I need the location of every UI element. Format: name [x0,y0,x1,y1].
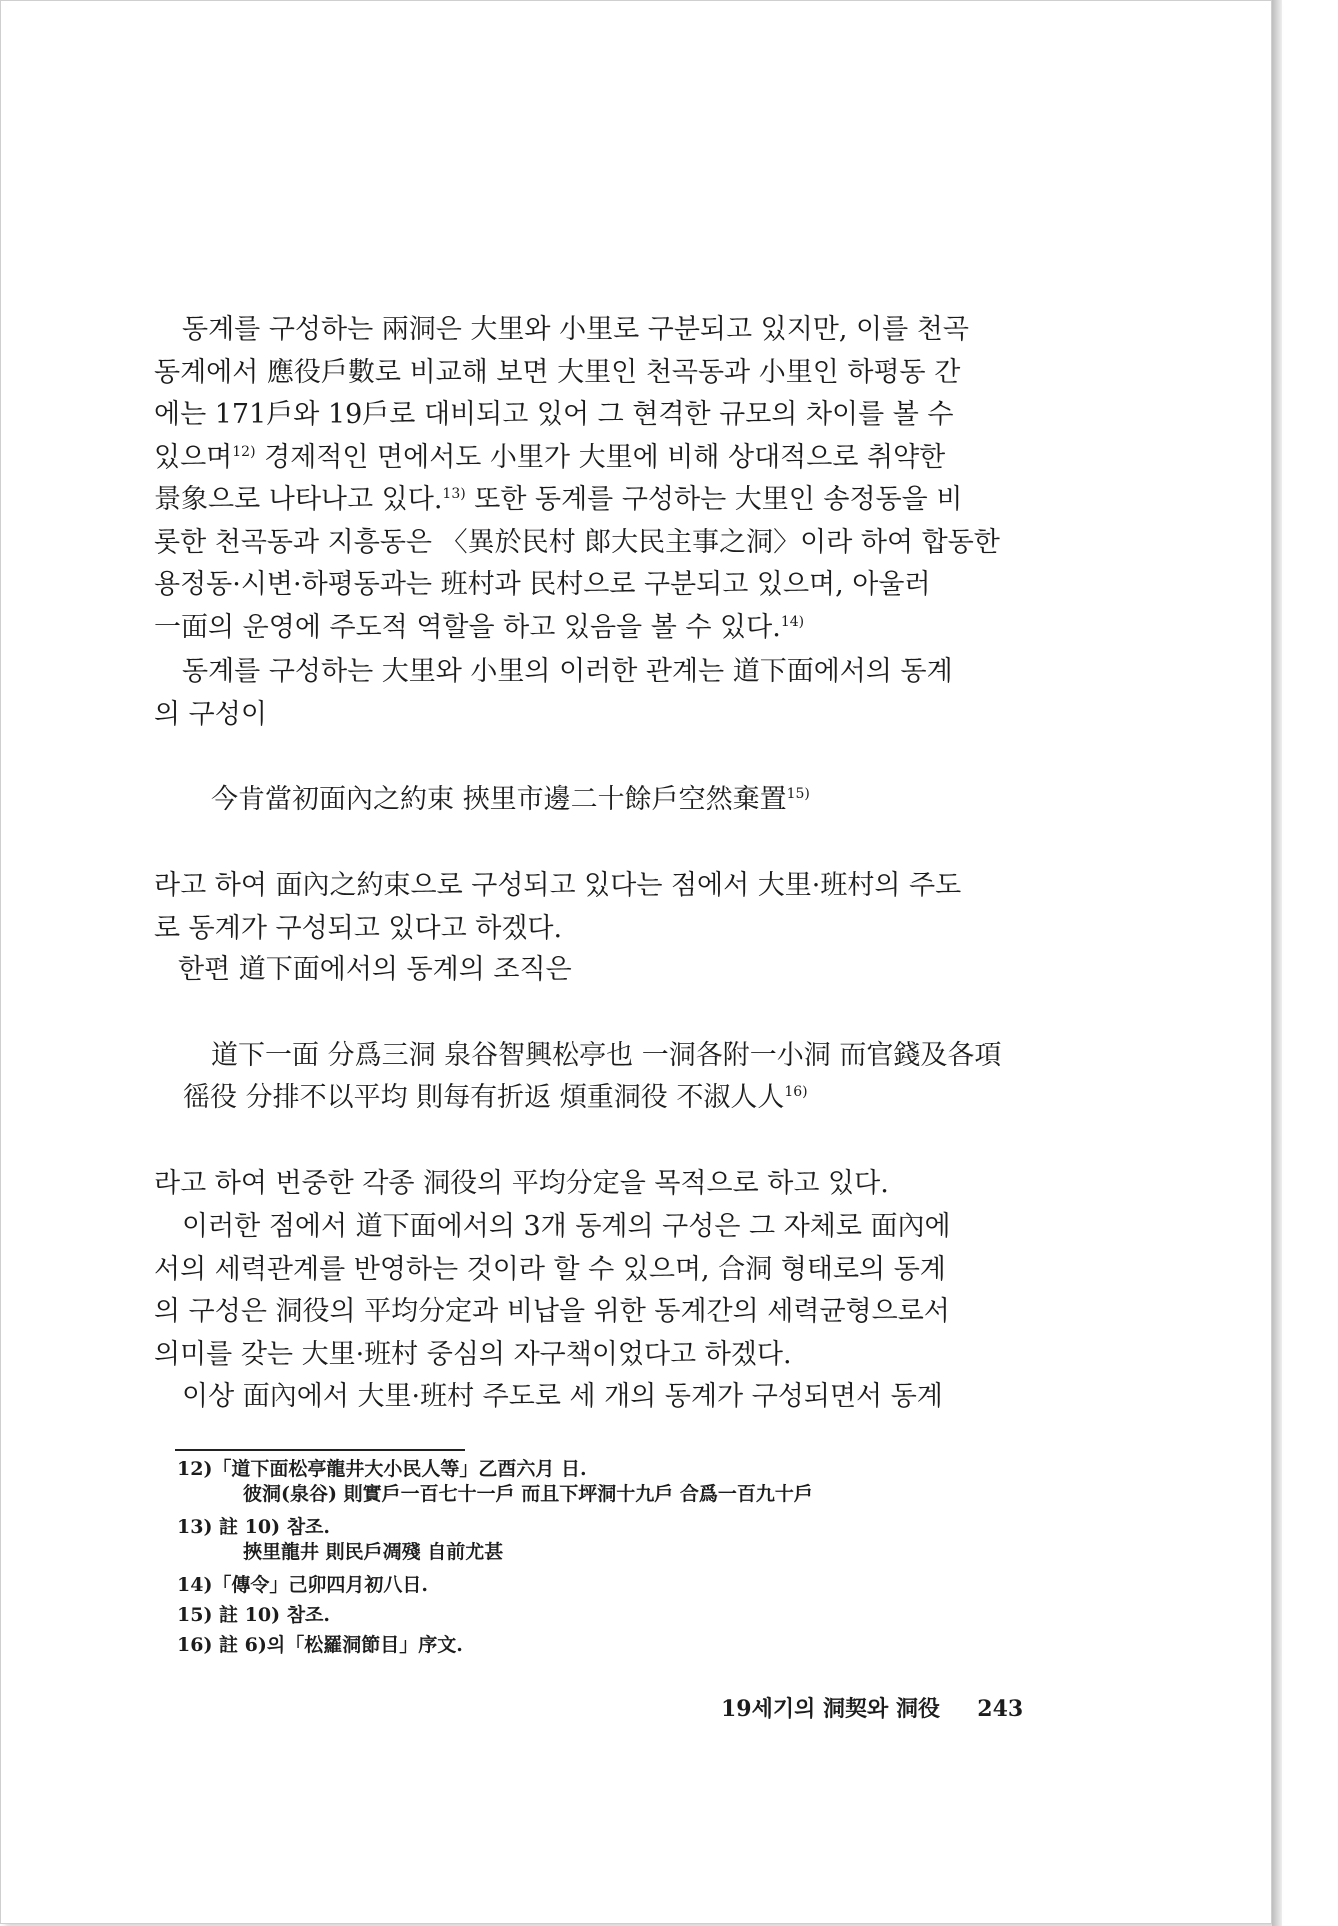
footnote-ref-15: 15) [786,786,810,802]
footnote-12 [177,1457,1077,1507]
text-line: 의 구성이 [154,698,267,730]
text-line: 서의 세력관계를 반영하는 것이라 할 수 있으며, 合洞 형태로의 동계 [154,1253,946,1285]
footnote-text: 12)「道下面松亭龍井大小民人等」乙酉六月 日. [177,1458,587,1480]
text-line: 라고 하여 面內之約束으로 구성되고 있다는 점에서 大里·班村의 주도 [154,870,962,901]
footnote-ref-16: 16) [784,1084,808,1100]
footnote-text: 15) 註 10) 참조. [177,1604,331,1626]
text-line: 동계에서 應役戶數로 비교해 보면 大里인 천곡동과 小里인 하평동 간 [154,356,961,388]
footnote-subtext: 挾里龍井 則民戶凋殘 自前尤甚 [243,1541,504,1563]
text-line: 동계를 구성하는 大里와 小里의 이러한 관계는 道下面에서의 동계 [182,656,953,687]
quote-text: 今肯當初面內之約束 挾里市邊二十餘戶空然棄置 [211,784,787,815]
text-line: 이러한 점에서 道下面에서의 3개 동계의 구성은 그 자체로 面內에 [182,1211,951,1242]
text-line: 景象으로 나타나고 있다. [154,484,443,515]
footnote-14 [177,1573,1077,1598]
footnote-15 [177,1603,1077,1628]
text-line: 이상 面內에서 大里·班村 주도로 세 개의 동계가 구성되면서 동계 [182,1381,943,1412]
paragraph-4 [154,949,1066,992]
text-line: 라고 하여 번중한 각종 洞役의 平均分定을 목적으로 하고 있다. [154,1168,889,1199]
paragraph-1 [154,309,1066,649]
paragraph-2 [154,651,1066,736]
text-line: 있으며 [154,441,233,473]
footnote-16 [177,1633,1077,1658]
footnote-text: 13) 註 10) 참조. [177,1516,331,1538]
footnote-text: 14)「傳令」己卯四月初八日. [177,1574,429,1596]
text-line: 용정동·시변·하평동과는 班村과 民村으로 구분되고 있으며, 아울러 [154,569,931,600]
paragraph-3 [154,865,1066,950]
quote-line: 道下一面 分爲三洞 泉谷智興松亭也 一洞各附一小洞 而官錢及各項 [211,1040,1002,1071]
block-quote-1 [211,779,810,821]
text-line: 의미를 갖는 大里·班村 중심의 자구책이었다고 하겠다. [154,1338,792,1370]
text-line: 또한 동계를 구성하는 大里인 송정동을 비 [465,484,963,515]
text-line: 의 구성은 洞役의 平均分定과 비납을 위한 동계간의 세력균형으로서 [154,1296,950,1327]
text-line: 에는 171戶와 19戶로 대비되고 있어 그 현격한 규모의 차이를 볼 수 [154,399,954,430]
footnote-text: 16) 註 6)의「松羅洞節目」序文. [177,1634,463,1656]
quote-line: 徭役 分排不以平均 則每有折返 煩重洞役 不淑人人 [183,1082,785,1113]
text-line: 동계를 구성하는 兩洞은 大里와 小里로 구분되고 있지만, 이를 천곡 [182,314,969,345]
footnote-rule [175,1449,465,1451]
text-line: 경제적인 면에서도 小里가 大里에 비해 상대적으로 취약한 [255,441,946,473]
paragraph-5 [154,1163,1066,1206]
page-edge [1272,0,1282,1926]
block-quote-2 [183,1035,1002,1119]
footnote-subtext: 彼洞(泉谷) 則實戶一百七十一戶 而且下坪洞十九戶 合爲一百九十戶 [243,1483,813,1505]
footnote-13 [177,1515,1077,1565]
running-title: 19세기의 洞契와 洞役 [721,1696,940,1722]
text-line: 一面의 운영에 주도적 역할을 하고 있음을 볼 수 있다. [154,611,781,643]
footnote-ref-13: 13) [442,486,466,502]
paragraph-7 [154,1376,1066,1419]
text-line: 로 동계가 구성되고 있다고 하겠다. [154,912,563,944]
text-line: 한편 道下面에서의 동계의 조직은 [178,954,572,985]
page-footer [721,1692,1023,1723]
footnote-ref-12: 12) [232,443,256,460]
page-number: 243 [977,1696,1024,1722]
text-line: 롯한 천곡동과 지흥동은 〈異於民村 郞大民主事之洞〉이라 하여 합동한 [154,526,1000,558]
paragraph-6 [154,1206,1066,1376]
footnote-ref-14: 14) [780,613,805,630]
